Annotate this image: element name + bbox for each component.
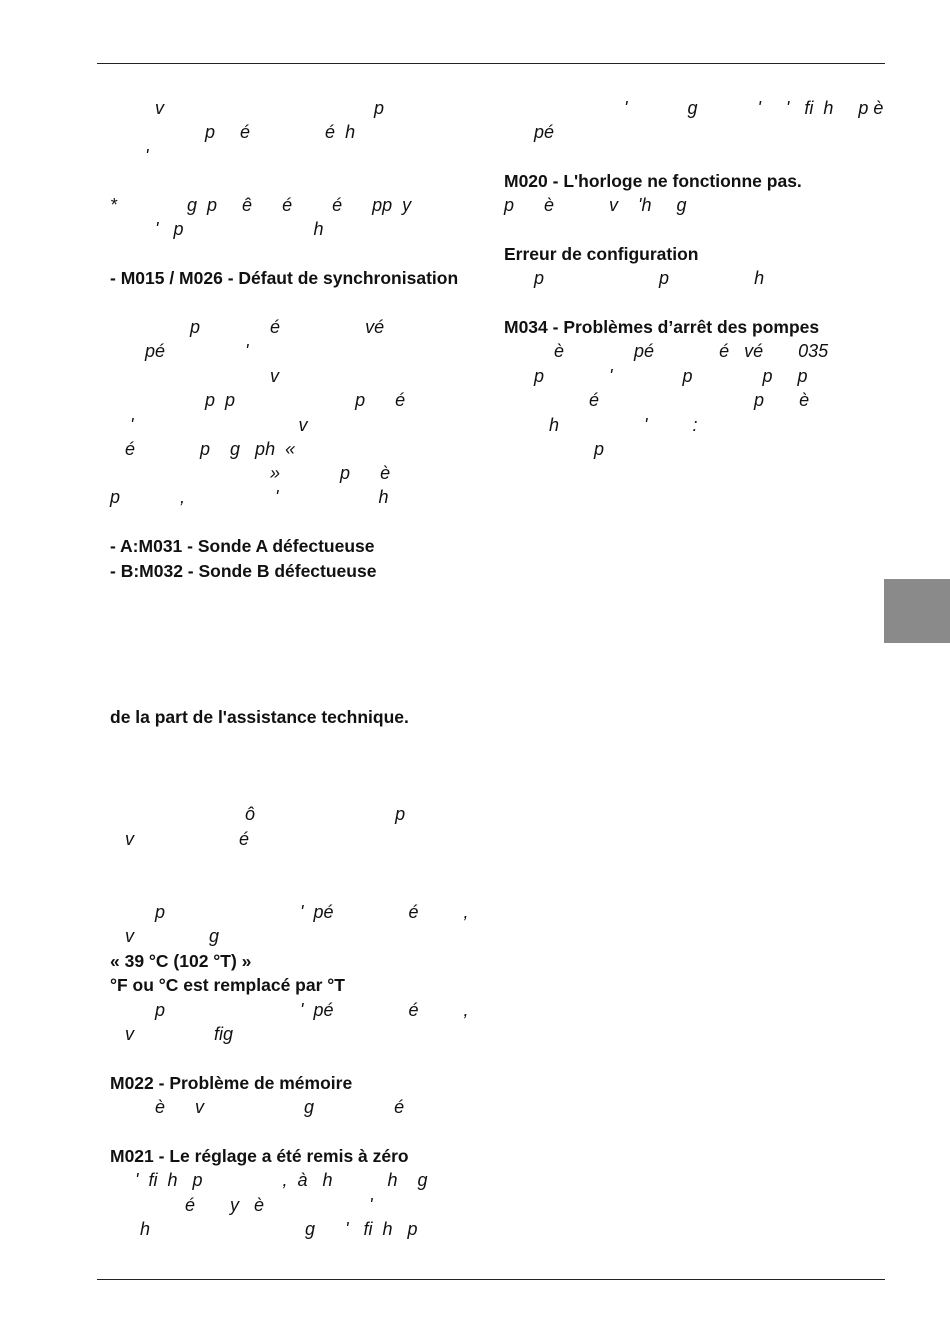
section-heading: de la part de l'assistance technique.	[110, 707, 409, 727]
section-heading: « 39 °C (102 °T) »	[110, 951, 252, 971]
body-text-line: p p h	[504, 268, 765, 288]
body-text-line: ' g ' ' fi h p è	[504, 98, 884, 118]
body-text-line: » p è	[110, 463, 391, 483]
body-text-line: p , ' h	[110, 487, 389, 507]
body-text-line: p	[504, 439, 605, 459]
body-text-line: p é vé	[110, 317, 385, 337]
section-heading: - M015 / M026 - Défaut de synchronisation	[110, 268, 459, 288]
body-text-line: h ' :	[504, 415, 698, 435]
section-heading: M034 - Problèmes d’arrêt des pompes	[504, 317, 820, 337]
body-text-line: ' fi h p , à h h g	[110, 1170, 428, 1190]
section-heading: M021 - Le réglage a été remis à zéro	[110, 1146, 409, 1166]
body-text-line: p ' p p p	[504, 366, 808, 386]
body-text-line: ô p	[110, 804, 406, 824]
body-text-line: '	[110, 146, 149, 166]
body-text-line: * g p ê é é pp y	[110, 195, 412, 215]
section-heading: °F ou °C est remplacé par °T	[110, 975, 345, 995]
section-heading: - A:M031 - Sonde A défectueuse	[110, 536, 375, 556]
top-rule	[97, 63, 885, 64]
section-heading: Erreur de configuration	[504, 244, 699, 264]
body-text-line: p p p é	[110, 390, 406, 410]
section-heading: - B:M032 - Sonde B défectueuse	[110, 561, 377, 581]
body-text-line: p ' pé é ,	[110, 902, 469, 922]
body-text-line: v fig	[110, 1024, 234, 1044]
body-text-line: p è v 'h g	[504, 195, 687, 215]
body-text-line: é y è '	[110, 1195, 373, 1215]
body-text-line: p é é h	[110, 122, 356, 142]
body-text-line: v é	[110, 829, 250, 849]
body-text-line: pé '	[110, 341, 249, 361]
body-text-line: v g	[110, 926, 220, 946]
body-text-line: h g ' fi h p	[110, 1219, 418, 1239]
body-text-line: ' p h	[110, 219, 324, 239]
body-text-line: v	[110, 366, 280, 386]
body-text-line: è pé é vé 035	[504, 341, 829, 361]
section-heading: M022 - Problème de mémoire	[110, 1073, 353, 1093]
body-text-line: p ' pé é ,	[110, 1000, 469, 1020]
body-text-line: é p g ph «	[110, 439, 296, 459]
section-tab	[884, 579, 950, 643]
section-heading: M020 - L'horloge ne fonctionne pas.	[504, 171, 802, 191]
body-text-line: è v g é	[110, 1097, 405, 1117]
body-text-line: v p	[110, 98, 385, 118]
body-text-line: é p è	[504, 390, 810, 410]
body-text-line: ' v	[110, 415, 308, 435]
bottom-rule	[97, 1279, 885, 1280]
body-text-line: pé	[504, 122, 555, 142]
